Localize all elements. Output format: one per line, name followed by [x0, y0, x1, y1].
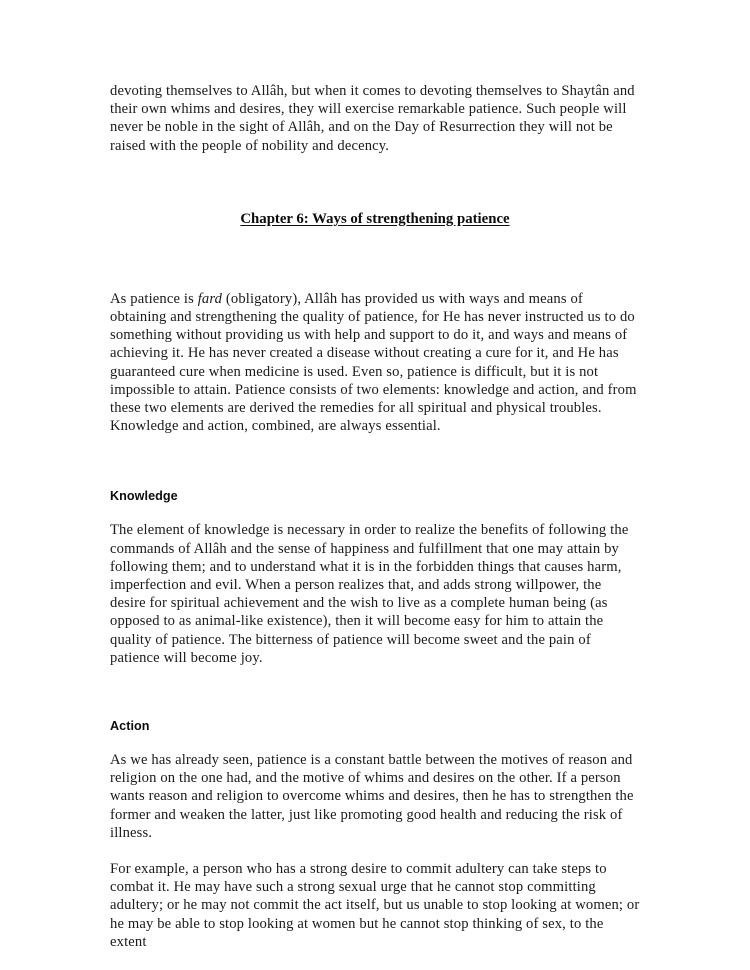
spacer: [110, 228, 640, 290]
chapter-intro-paragraph: [110, 290, 640, 436]
spacer: [110, 667, 640, 719]
action-paragraph-second: For example, a person who has a strong desire to commit adultery can take steps to combat it. He may have such a strong sexual urge that he cannot stop committing adultery; or he may not commit the act itself, but us unable to stop looking at women; or he may be able to stop looking at women but he cannot stop thinking of sex, to the extent: [110, 861, 640, 950]
action-paragraph-first: As we has already seen, patience is a constant battle between the motives of reason and religion on the one had, and the motive of whims and desires on the other. If a person wants reason and religion to overcome whims and desires, then he has to strengthen the former and weaken the latter, just like promoting good health and reducing the risk of illness.: [110, 752, 634, 841]
knowledge-paragraph: The element of knowledge is necessary in order to realize the benefits of following the commands of Allâh and the sense of happiness and fulfillment that one may attain by following them; and to understand what it is in the forbidden things that causes harm, imperfection and evil. When a person realizes that, and adds strong willpower, the desire for spiritual achievement and the wish to live as a complete human being (as opposed to as animal-like existence), then it will become easy for him to attain the quality of patience. The bitterness of patience will become sweet and the pain of patience will become joy.: [110, 522, 629, 666]
intro-paragraph: devoting themselves to Allâh, but when it comes to devoting themselves to Shaytân and their own whims and desires, they will exercise remarkable patience. Such people will never be noble in the sight of Allâh, and on the Day of Resurrection they will not be raised with the people of nobility and decency.: [110, 83, 635, 154]
action-subheading: Action: [110, 719, 150, 734]
chapter-intro-text-rest: (obligatory), Allâh has provided us with ways and means of obtaining and strengthening the quality of patience, for He has never instructed us to do something without providing us with help and support to do it, and ways and means of achieving it. He has never created a disease without creating a cure for it, and He has guaranteed cure when medicine is used. Even so, patience is difficult, but it is not impossible to attain. Patience consists of two elements: knowledge and action, and from these two elements are derived the remedies for all spiritual and physical troubles. Knowledge and action, combined, are always essential.: [110, 290, 637, 435]
knowledge-subheading: Knowledge: [110, 489, 178, 504]
chapter-heading: Chapter 6: Ways of strengthening patience: [240, 210, 510, 227]
spacer: [110, 842, 640, 860]
spacer: [110, 435, 640, 489]
chapter-intro-text-lead: As patience is: [110, 290, 198, 307]
chapter-intro-italic-term: fard: [197, 290, 223, 307]
page-content-column: [110, 82, 640, 951]
spacer: [110, 155, 640, 211]
spacer: [110, 733, 640, 751]
spacer: [110, 503, 640, 521]
